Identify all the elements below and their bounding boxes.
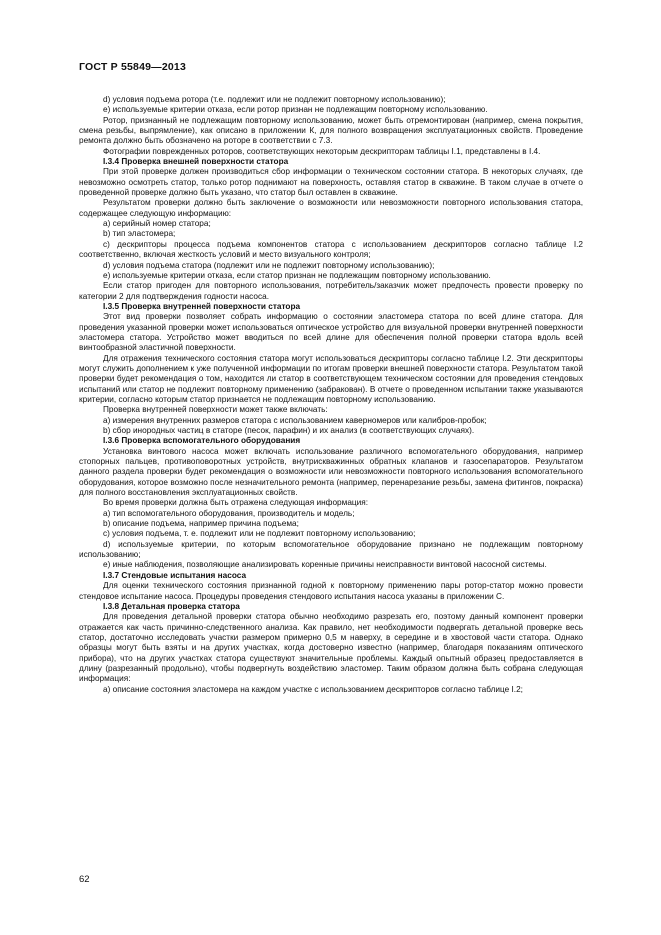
paragraph: a) серийный номер статора; (103, 219, 211, 229)
paragraph: Результатом проверки должно быть заключение о возможности или невозможности повторного использования статора, содержащее следующую информацию: (79, 198, 583, 218)
paragraph: e) используемые критерии отказа, если статор признан не подлежащим повторному использованию. (103, 270, 491, 280)
paragraph: Проверка внутренней поверхности может также включать: (103, 405, 328, 415)
section-heading: I.3.7 Стендовые испытания насоса (103, 570, 247, 580)
paragraph: d) условия подъема ротора (т.е. подлежит или не подлежит повторному использованию); (103, 95, 446, 104)
paragraph: c) условия подъема, т. е. подлежит или не подлежит повторному использованию; (103, 529, 416, 539)
document-body (79, 95, 583, 695)
paragraph: Для проведения детальной проверки статора обычно необходимо разрезать его, поэтому данный компонент проверки отражается как часть причинно-следственного анализа. Как правило, нет необходимости подвергать детальной проверке весь статор, достаточно исследовать участки размером примерно 0,5 м наверху, в середине и в хвостовой части статора. Однако образцы могут быть взяты и на других участках, когда достоверно известно (например, благодаря показаниям оптического прибора), что на других участках статора существуют значительные проблемы. Каждый опытный образец предоставляется в длину (разрезанный продольно), чтобы подвергнуть воздействию эластомер. Таким образом должна быть собрана следующая информация: (79, 612, 583, 684)
section-heading: I.3.4 Проверка внешней поверхности статора (103, 157, 289, 167)
document-header: ГОСТ Р 55849—2013 (79, 61, 187, 73)
paragraph: c) дескрипторы процесса подъема компонентов статора с использованием дескрипторов согласно таблице I.2 соответственно, включая жесткость условий и место визуального контроля; (79, 239, 583, 260)
paragraph: Этот вид проверки позволяет собрать информацию о состоянии эластомера статора по всей длине статора. Для проведения указанной проверки может использоваться оптическое устройство для визуальной проверки внутренней поверхности эластомера статора. Устройство может вводиться по всей длине для обеспечения полной проверки статора вдоль всей винтообразной эластичной поверхности. (79, 312, 583, 353)
section-heading: I.3.8 Детальная проверка статора (103, 601, 240, 611)
paragraph: a) описание состояния эластомера на каждом участке с использованием дескрипторов согласно таблице I.2; (103, 684, 523, 694)
paragraph: d) используемые критерии, по которым вспомогательное оборудование признано не подлежащим повторному использованию; (79, 539, 583, 560)
paragraph: e) используемые критерии отказа, если ротор признан не подлежащим повторному использованию. (103, 105, 488, 115)
paragraph: a) тип вспомогательного оборудования, производитель и модель; (103, 508, 355, 518)
paragraph: Для оценки технического состояния признанной годной к повторному применению пары ротор-статор можно провести стендовое испытание насоса. Процедуры проведения стендового испытания насоса указаны в приложении С. (79, 581, 583, 601)
section-heading: I.3.5 Проверка внутренней поверхности статора (103, 301, 301, 311)
paragraph: b) описание подъема, например причина подъема; (103, 519, 299, 529)
paragraph: d) условия подъема статора (подлежит или не подлежит повторному использованию); (103, 260, 435, 270)
paragraph: При этой проверке должен производиться сбор информации о техническом состоянии статора. В некоторых случаях, где невозможно осмотреть статор, только ротор поднимают на поверхность, оставляя статор в скважине. В таком случае в отчете о проведенной проверке должно быть указано, что статор был оставлен в скважине. (79, 167, 583, 198)
paragraph: b) тип эластомера; (103, 229, 176, 239)
paragraph: Установка винтового насоса может включать использование различного вспомогательного оборудования, например стопорных пальцев, противоповоротных устройств, внутрискважинных обратных клапанов и газосепараторов. Результатом данного раздела проверки будет рекомендация о возможности или невозможности повторного использования вспомогательного оборудования, которое возможно после незначительного ремонта (например, перенарезание резьбы, замена фитингов, покраска) для полного восстановления эксплуатационных свойств. (79, 446, 583, 498)
paragraph: Для отражения технического состояния статора могут использоваться дескрипторы согласно таблице I.2. Эти дескрипторы могут служить дополнением к уже полученной информации по итогам проверки внешней поверхности статора. Результатом такой проверки будет рекомендация о том, находится ли статор в соответствующем техническом состоянии для проведения стендовых испытаний или статор не подлежит повторному применению (забракован). В отчете о проведенном испытании также указываются критерии, согласно которым статор признается не подлежащим повторному использованию. (79, 353, 583, 404)
page-number: 62 (79, 874, 90, 885)
paragraph: e) иные наблюдения, позволяющие анализировать коренные причины неисправности винтовой насосной системы. (103, 560, 547, 570)
paragraph: Во время проверки должна быть отражена следующая информация: (103, 498, 369, 508)
paragraph: b) сбор инородных частиц в статоре (песок, парафин) и их анализ (в соответствующих случаях). (103, 426, 475, 435)
paragraph: a) измерения внутренних размеров статора с использованием кавернoмеров или калибров-пробок; (103, 415, 487, 425)
paragraph: Ротор, признанный не подлежащим повторному использованию, может быть отремонтирован (например, смена покрытия, смена резьбы, выпрямление), как описано в приложении К, для полного возвращения эксплуатационных свойств. Проведение ремонта должно быть обозначено на роторе в соответствии с 7.3. (79, 115, 583, 146)
paragraph: Если статор пригоден для повторного использования, потребитель/заказчик может предпочесть провести проверку по категории 2 для подтверждения годности насоса. (79, 281, 583, 301)
paragraph: Фотографии поврежденных роторов, соответствующих некоторым дескрипторам таблицы I.1, представлены в I.4. (103, 146, 541, 156)
section-heading: I.3.6 Проверка вспомогательного оборудования (103, 436, 301, 446)
